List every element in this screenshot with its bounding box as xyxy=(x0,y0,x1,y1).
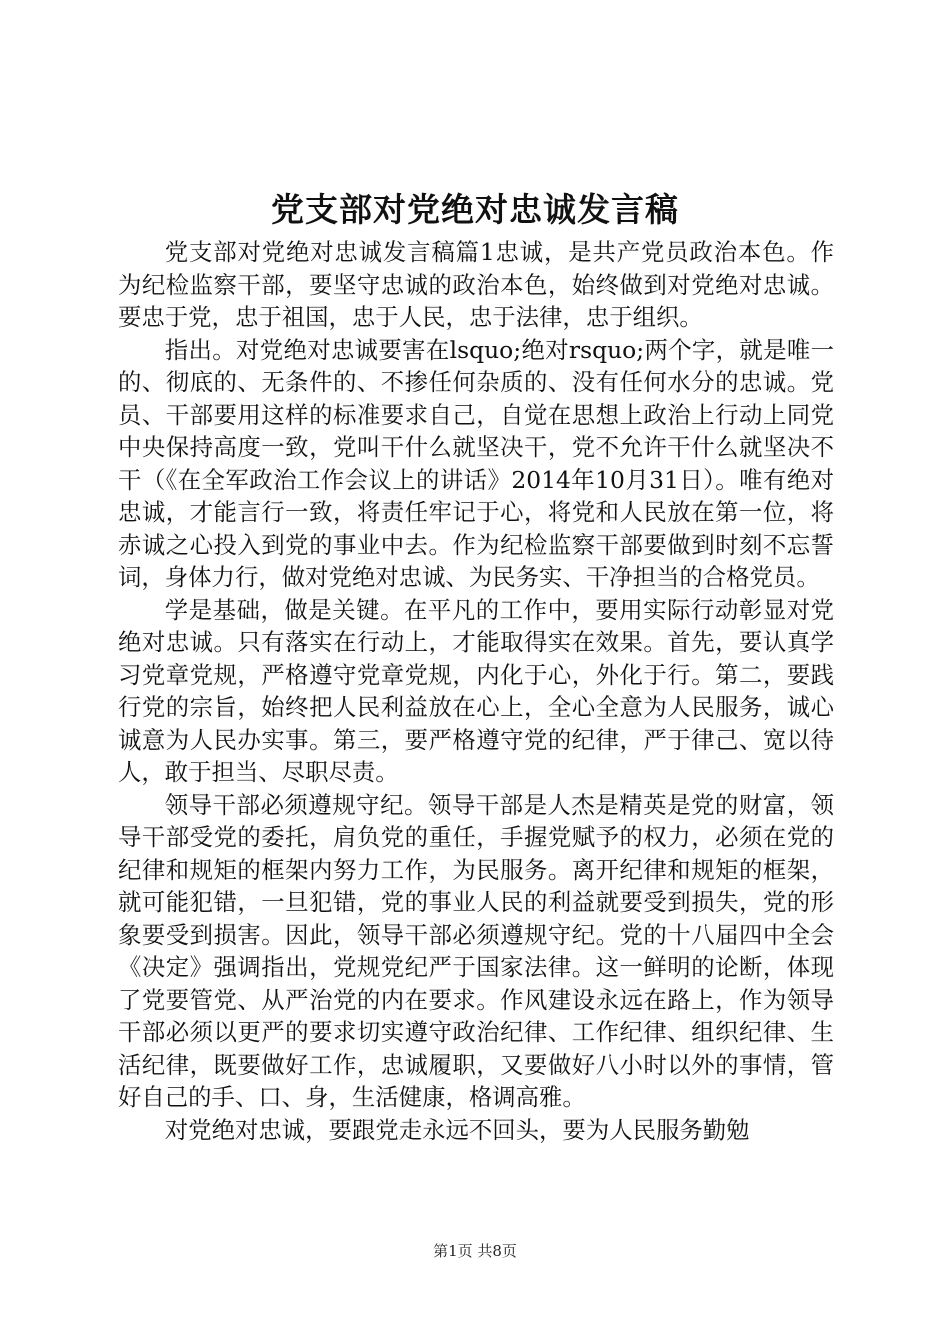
document-body xyxy=(118,236,834,1146)
paragraph-2: 指出。对党绝对忠诚要害在lsquo;绝对rsquo;两个字，就是唯一的、彻底的、无条件的、不掺任何杂质的、没有任何水分的忠诚。党员、干部要用这样的标准要求自己，自觉在思想上政治上行动上同党中央保持高度一致，党叫干什么就坚决干，党不允许干什么就坚决不干（《在全军政治工作会议上的讲话》2014年10月31日）。唯有绝对忠诚，才能言行一致，将责任牢记于心，将党和人民放在第一位，将赤诚之心投入到党的事业中去。作为纪检监察干部要做到时刻不忘誓词，身体力行，做对党绝对忠诚、为民务实、干净担当的合格党员。 xyxy=(118,335,834,591)
document-title: 党支部对党绝对忠诚发言稿 xyxy=(271,190,679,229)
paragraph-5: 对党绝对忠诚，要跟党走永远不回头，要为人民服务勤勉 xyxy=(164,1115,750,1144)
paragraph-4: 领导干部必须遵规守纪。领导干部是人杰是精英是党的财富，领导干部受党的委托，肩负党的重任，手握党赋予的权力，必须在党的纪律和规矩的框架内努力工作，为民服务。离开纪律和规矩的框架，就可能犯错，一旦犯错，党的事业人民的利益就要受到损失，党的形象要受到损害。因此，领导干部必须遵规守纪。党的十八届四中全会《决定》强调指出，党规党纪严于国家法律。这一鲜明的论断，体现了党要管党、从严治党的内在要求。作风建设永远在路上，作为领导干部必须以更严的要求切实遵守政治纪律、工作纪律、组织纪律、生活纪律，既要做好工作，忠诚履职，又要做好八小时以外的事情，管好自己的手、口、身，生活健康，格调高雅。 xyxy=(118,790,834,1111)
page-number-footer: 第1页 共8页 xyxy=(433,1242,517,1260)
paragraph-3: 学是基础，做是关键。在平凡的工作中，要用实际行动彰显对党绝对忠诚。只有落实在行动上，才能取得实在效果。首先，要认真学习党章党规，严格遵守党章党规，内化于心，外化于行。第二，要践行党的宗旨，始终把人民利益放在心上，全心全意为人民服务，诚心诚意为人民办实事。第三，要严格遵守党的纪律，严于律己、宽以待人，敢于担当、尽职尽责。 xyxy=(118,595,834,786)
paragraph-1: 党支部对党绝对忠诚发言稿篇1忠诚，是共产党员政治本色。作为纪检监察干部，要坚守忠诚的政治本色，始终做到对党绝对忠诚。要忠于党，忠于祖国，忠于人民，忠于法律，忠于组织。 xyxy=(118,238,834,331)
